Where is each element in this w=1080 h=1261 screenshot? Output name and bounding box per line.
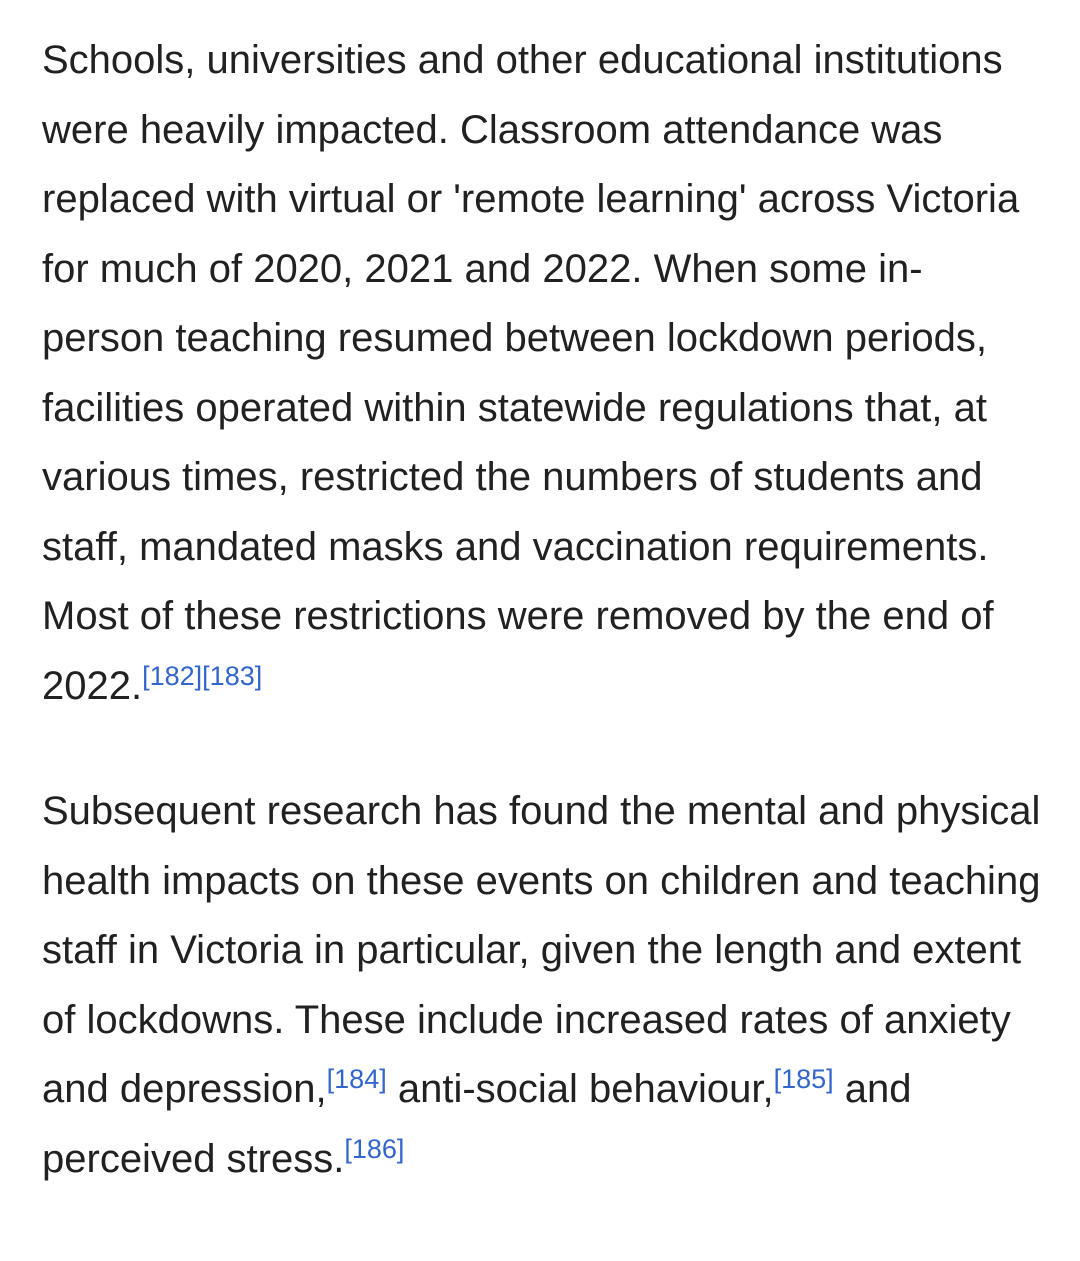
citation-superscript (327, 1064, 387, 1094)
paragraph-text-part-3: and perceived stress. (42, 1067, 912, 1181)
paragraph-text-part-1: Subsequent research has found the mental and physical health impacts on these events on children and teaching staff in Victoria in particular, given the length and extent of lockdowns. These include increased rates of anxiety and depression, (42, 789, 1041, 1111)
citation-link-182[interactable]: [182] (142, 660, 203, 691)
paragraph-education (42, 26, 1042, 721)
citation-link-183[interactable]: [183] (202, 660, 263, 691)
article-body (42, 26, 1042, 1194)
citation-superscript (344, 1134, 404, 1164)
paragraph-text: Schools, universities and other educational institutions were heavily impacted. Classroom attendance was replaced with virtual or 'remote learning' across Victoria for much of 2020, 2021 and 2022. When some in-person teaching resumed between lockdown periods, facilities operated within statewide regulations that, at various times, restricted the numbers of students and staff, mandated masks and vaccination requirements. Most of these restrictions were removed by the end of 2022. (42, 38, 1020, 708)
citation-link-185[interactable]: [185] (773, 1064, 834, 1094)
citation-link-186[interactable]: [186] (344, 1133, 405, 1164)
citation-superscript (774, 1064, 834, 1094)
paragraph-text-part-2: anti-social behaviour, (386, 1067, 774, 1111)
citation-link-184[interactable]: [184] (326, 1064, 387, 1094)
paragraph-research (42, 777, 1042, 1194)
citation-superscript (142, 661, 262, 691)
